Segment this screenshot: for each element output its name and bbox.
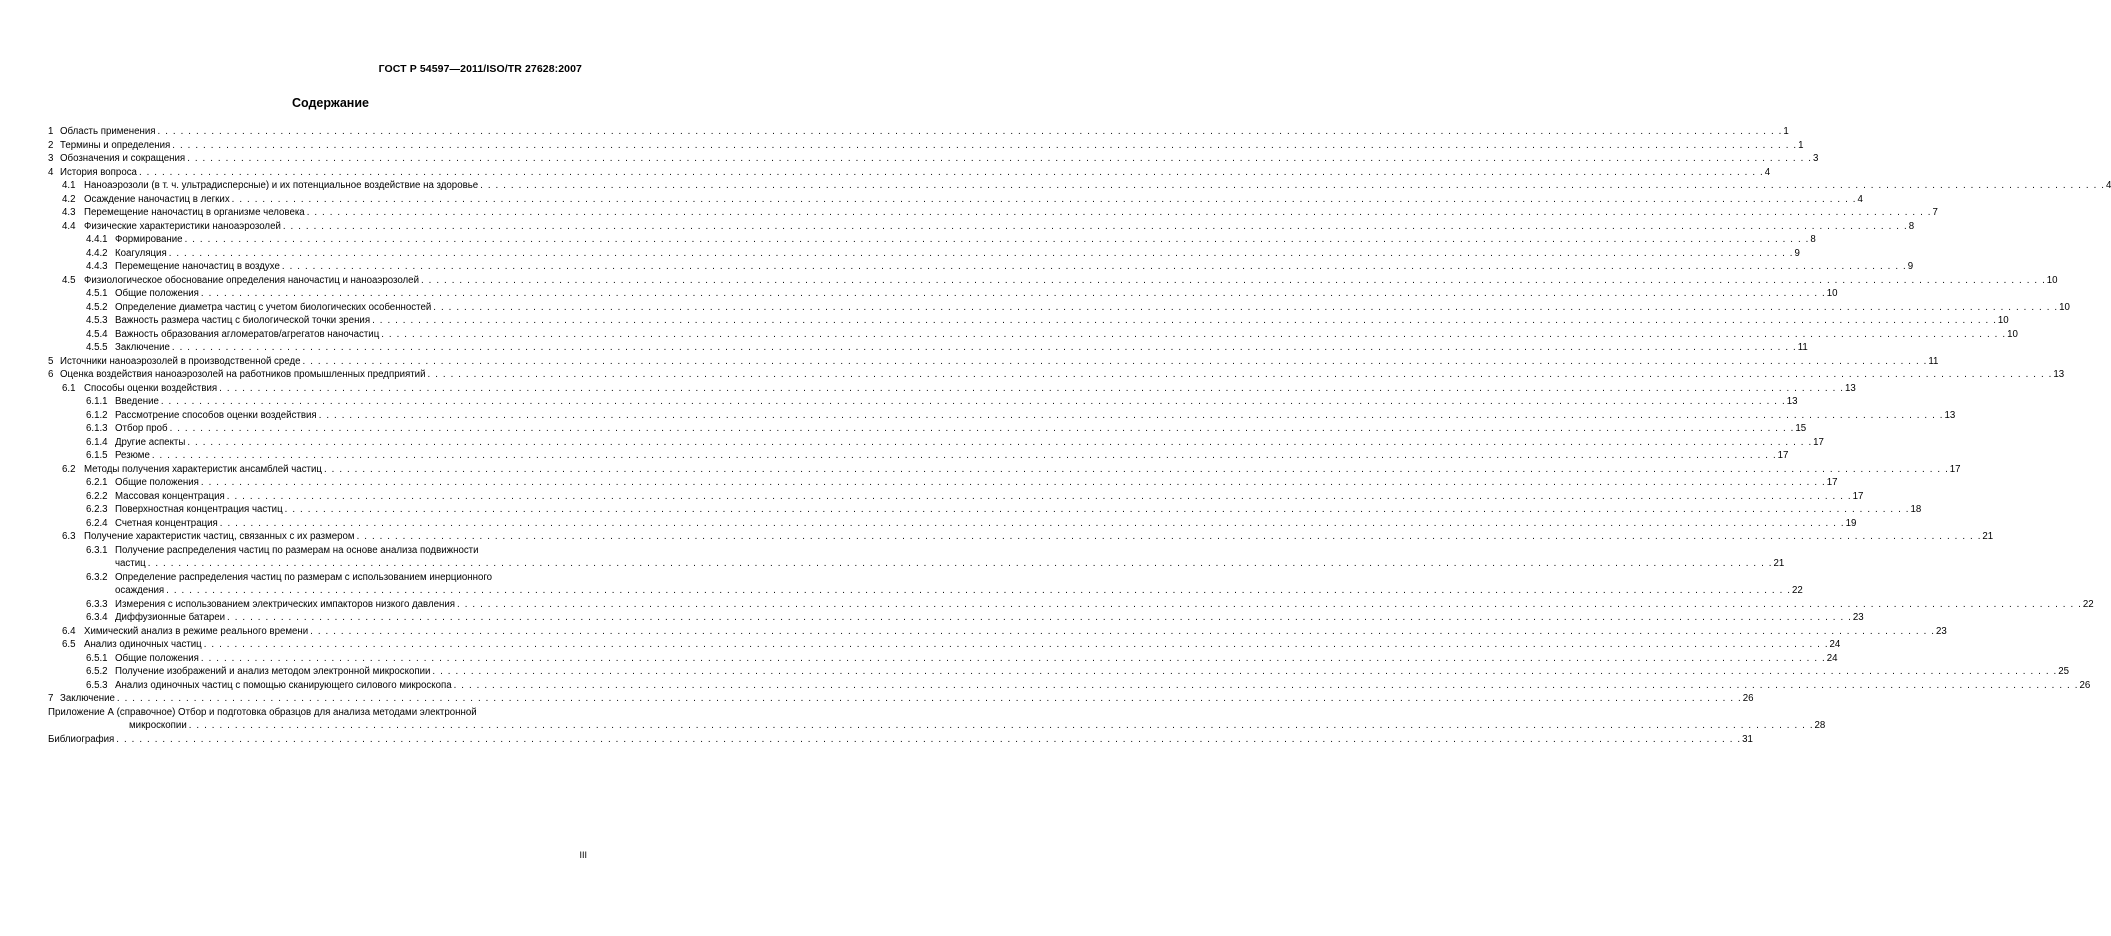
toc-entry-text: Общие положения bbox=[115, 652, 199, 664]
leader-dots bbox=[152, 449, 1776, 463]
toc-entry-number: 6.2.3 bbox=[86, 504, 108, 515]
leader-dots bbox=[166, 584, 1790, 598]
toc-entry[interactable] bbox=[48, 341, 1808, 355]
leader-dots bbox=[189, 719, 1813, 733]
toc-entry-line bbox=[86, 503, 1922, 517]
document-header: ГОСТ Р 54597—2011/ISO/TR 27628:2007 bbox=[378, 63, 582, 75]
toc-entry-text: Химический анализ в режиме реального времени bbox=[84, 625, 309, 637]
toc-entry-number: 5 bbox=[48, 355, 54, 367]
toc-entry-text: Оценка воздействия наноаэрозолей на работников промышленных предприятий bbox=[60, 369, 426, 380]
toc-entry-text: Физиологическое обоснование определения наночастиц и наноаэрозолей bbox=[84, 274, 419, 286]
toc-entry-page: 21 bbox=[1982, 531, 1994, 542]
toc-entry-page: 13 bbox=[2053, 369, 2065, 380]
toc-entry[interactable] bbox=[48, 544, 1785, 571]
toc-entry[interactable] bbox=[48, 328, 2018, 342]
toc-entry-line bbox=[48, 355, 1939, 369]
toc-entry[interactable] bbox=[48, 179, 2111, 193]
toc-entry[interactable] bbox=[48, 260, 1914, 274]
toc-entry-page: 17 bbox=[1949, 463, 1961, 475]
toc-entry-number: 4.5.3 bbox=[86, 315, 108, 326]
toc-entry-page: 13 bbox=[1944, 409, 1956, 421]
leader-dots bbox=[324, 463, 1948, 477]
toc-entry-text: Счетная концентрация bbox=[115, 517, 218, 529]
toc-entry[interactable] bbox=[48, 422, 1807, 436]
toc-entry-line bbox=[86, 598, 2094, 612]
toc-entry-page: 13 bbox=[1844, 382, 1856, 394]
leader-dots bbox=[454, 679, 2078, 693]
toc-entry-page: 11 bbox=[1797, 342, 1808, 353]
leader-dots bbox=[307, 206, 1931, 220]
toc-entry-line bbox=[86, 301, 2070, 315]
toc-entry-number: 6 bbox=[48, 369, 54, 380]
toc-entry-text: Приложение А (справочное) Отбор и подготовка образцов для анализа методами электронной bbox=[48, 706, 477, 718]
page-title: Содержание bbox=[291, 96, 369, 110]
toc-entry-line bbox=[86, 233, 1816, 247]
toc-entry-line bbox=[48, 368, 2065, 382]
toc-entry-page: 9 bbox=[1907, 261, 1914, 272]
toc-entry-text: Измерения с использованием электрических импакторов низкого давления bbox=[115, 598, 456, 610]
toc-entry-text: Методы получения характеристик ансамблей частиц bbox=[84, 463, 322, 475]
toc-entry-page: 7 bbox=[1932, 207, 1938, 218]
toc-entry-text: Важность размера частиц с биологической точки зрения bbox=[115, 315, 371, 326]
toc-entry-number: 4.4.3 bbox=[86, 261, 108, 272]
toc-entry-number: 6.1.3 bbox=[86, 423, 108, 434]
toc-entry-line bbox=[62, 274, 2058, 288]
leader-dots bbox=[303, 355, 1927, 369]
toc-entry-page: 10 bbox=[2007, 328, 2018, 340]
table-of-contents bbox=[48, 125, 2111, 746]
toc-entry-line bbox=[86, 449, 1789, 463]
toc-entry-text: Другие аспекты bbox=[115, 436, 186, 448]
toc-entry-text: Термины и определения bbox=[60, 139, 171, 151]
toc-entry[interactable] bbox=[48, 125, 1789, 139]
toc-entry[interactable] bbox=[48, 652, 1838, 666]
toc-entry-line bbox=[62, 625, 1947, 639]
toc-entry-text: Поверхностная концентрация частиц bbox=[115, 504, 283, 515]
toc-entry[interactable] bbox=[48, 314, 2009, 328]
leader-dots bbox=[232, 193, 1856, 207]
toc-entry-line bbox=[62, 463, 1961, 477]
toc-entry-text: Получение изображений и анализ методом электронной микроскопии bbox=[115, 666, 431, 677]
toc-entry-number: 4.5.5 bbox=[86, 342, 108, 353]
toc-entry-page: 10 bbox=[1997, 315, 2009, 326]
toc-entry[interactable] bbox=[48, 692, 1754, 706]
toc-entry-number: 4 bbox=[48, 166, 54, 178]
toc-entry-line bbox=[62, 206, 1938, 220]
leader-dots bbox=[148, 557, 1772, 571]
page-number: III bbox=[579, 850, 587, 860]
toc-entry-text: Анализ одиночных частиц bbox=[84, 639, 202, 650]
toc-entry[interactable] bbox=[48, 152, 1819, 166]
toc-entry-text: Наноаэрозоли (в т. ч. ультрадисперсные) и их потенциальное воздействие на здоровье bbox=[84, 180, 479, 191]
toc-entry-text-continued: осаждения bbox=[115, 585, 165, 596]
toc-entry-line bbox=[62, 220, 1915, 234]
leader-dots bbox=[185, 233, 1809, 247]
toc-entry-number: 6.3.3 bbox=[86, 598, 108, 610]
toc-entry-number: 6.2.2 bbox=[86, 490, 108, 502]
toc-entry-number: 4.4.1 bbox=[86, 234, 108, 245]
leader-dots bbox=[381, 328, 2005, 342]
toc-entry[interactable] bbox=[48, 490, 1864, 504]
toc-entries bbox=[48, 125, 2111, 706]
toc-entry-page: 8 bbox=[1810, 234, 1816, 245]
leader-dots bbox=[310, 625, 1934, 639]
leader-dots bbox=[319, 409, 1943, 423]
toc-entry[interactable] bbox=[48, 274, 2058, 288]
toc-entry-number: 6.5.3 bbox=[86, 679, 108, 691]
toc-entry-number: 6.1.5 bbox=[86, 450, 108, 461]
toc-entry-text: Формирование bbox=[115, 234, 183, 245]
toc-entry-appendix[interactable] bbox=[48, 706, 1826, 733]
leader-dots bbox=[117, 692, 1741, 706]
toc-entry-page: 17 bbox=[1826, 477, 1838, 488]
toc-entry-page: 1 bbox=[1798, 139, 1804, 151]
toc-entry-number: 6.1.1 bbox=[86, 396, 108, 407]
toc-entry-line bbox=[86, 679, 2091, 693]
toc-entry-text: Получение характеристик частиц, связанных с их размером bbox=[84, 531, 355, 542]
toc-entry-number: 6.3.2 bbox=[86, 571, 108, 583]
toc-entry-page: 10 bbox=[2059, 301, 2070, 313]
toc-entry[interactable] bbox=[48, 382, 1856, 396]
toc-entry-text: Заключение bbox=[115, 342, 170, 353]
toc-entry-line bbox=[86, 517, 1857, 531]
toc-entry[interactable] bbox=[48, 517, 1857, 531]
leader-dots bbox=[187, 152, 1811, 166]
leader-dots bbox=[421, 274, 2045, 288]
toc-entry[interactable] bbox=[48, 611, 1864, 625]
toc-entry-line bbox=[86, 652, 1838, 666]
toc-entry-number: 4.5 bbox=[62, 274, 76, 286]
toc-entry-page: 22 bbox=[1791, 585, 1803, 596]
toc-entry-text: Определение распределения частиц по размерам с использованием инерционного bbox=[115, 571, 493, 583]
toc-entry-page: 24 bbox=[1826, 652, 1838, 664]
toc-entry-line bbox=[86, 409, 1956, 423]
toc-entry-text: Перемещение наночастиц в организме человека bbox=[84, 207, 305, 218]
toc-entry-page: 22 bbox=[2082, 598, 2094, 610]
leader-dots bbox=[187, 436, 1811, 450]
leader-dots bbox=[170, 422, 1794, 436]
toc-entry-text: Резюме bbox=[115, 450, 150, 461]
toc-entry[interactable] bbox=[48, 463, 1961, 477]
toc-entry[interactable] bbox=[48, 301, 2070, 315]
toc-entry[interactable] bbox=[48, 287, 1838, 301]
toc-entry-page: 17 bbox=[1852, 490, 1864, 502]
toc-entry-line bbox=[86, 314, 2009, 328]
toc-entry-page: 4 bbox=[1764, 166, 1771, 178]
toc-entry-number: 6.3.4 bbox=[86, 612, 108, 623]
leader-dots bbox=[172, 139, 1796, 153]
toc-entry[interactable] bbox=[48, 368, 2065, 382]
toc-entry[interactable] bbox=[48, 679, 2091, 693]
toc-entry[interactable] bbox=[48, 355, 1939, 369]
toc-entry[interactable] bbox=[48, 193, 1863, 207]
toc-entry-line bbox=[86, 341, 1808, 355]
toc-entry-line bbox=[48, 139, 1804, 153]
leader-dots bbox=[357, 530, 1981, 544]
toc-entry-number: 6.1.2 bbox=[86, 409, 108, 421]
leader-dots bbox=[283, 220, 1907, 234]
leader-dots bbox=[204, 638, 1828, 652]
toc-entry-line bbox=[48, 166, 1771, 180]
toc-entry[interactable] bbox=[48, 395, 1798, 409]
toc-entry-line bbox=[48, 152, 1819, 166]
leader-dots bbox=[169, 247, 1793, 261]
toc-entry-page: 10 bbox=[1826, 288, 1838, 299]
leader-dots bbox=[139, 166, 1763, 180]
toc-entry-page: 17 bbox=[1813, 436, 1824, 448]
toc-entry-page: 13 bbox=[1786, 396, 1798, 407]
toc-entry-line bbox=[62, 179, 2111, 193]
toc-entry-line bbox=[62, 382, 1856, 396]
toc-entry-text-continued: микроскопии bbox=[129, 720, 187, 731]
toc-entry-page: 26 bbox=[1742, 693, 1754, 704]
toc-entry-page: 10 bbox=[2046, 274, 2058, 286]
toc-entry-number: 4.1 bbox=[62, 180, 76, 191]
toc-entry[interactable] bbox=[48, 233, 1816, 247]
toc-entry-line bbox=[48, 125, 1789, 139]
leader-dots bbox=[158, 125, 1782, 139]
toc-entry[interactable] bbox=[48, 436, 1824, 450]
toc-entry-page: 23 bbox=[1852, 612, 1864, 623]
leader-dots bbox=[201, 287, 1825, 301]
leader-dots bbox=[457, 598, 2081, 612]
toc-entry-line bbox=[86, 328, 2018, 342]
toc-entry-text: Перемещение наночастиц в воздухе bbox=[115, 261, 280, 272]
toc-entry-number: 6.2 bbox=[62, 463, 76, 475]
toc-entry-line bbox=[48, 692, 1754, 706]
toc-entry-line bbox=[86, 287, 1838, 301]
toc-entry-number: 2 bbox=[48, 139, 54, 151]
toc-entry-text: Массовая концентрация bbox=[115, 490, 225, 502]
toc-entry-page: 4 bbox=[2105, 180, 2111, 191]
toc-entry-text-continued: частиц bbox=[115, 558, 146, 569]
leader-dots bbox=[227, 490, 1851, 504]
leader-dots bbox=[220, 517, 1844, 531]
toc-entry-text: Способы оценки воздействия bbox=[84, 382, 218, 394]
leader-dots bbox=[172, 341, 1796, 355]
toc-entry-page: 15 bbox=[1795, 423, 1807, 434]
toc-entry-page: 21 bbox=[1773, 558, 1785, 569]
toc-entry-number: 6.3.1 bbox=[86, 544, 108, 556]
toc-entry-number: 4.5.4 bbox=[86, 328, 108, 340]
toc-entry[interactable] bbox=[48, 247, 1800, 261]
leader-dots bbox=[285, 503, 1909, 517]
toc-entry-text: Введение bbox=[115, 396, 159, 407]
toc-entry-number: 3 bbox=[48, 153, 54, 164]
toc-entry-number: 6.1.4 bbox=[86, 436, 108, 448]
toc-entry[interactable] bbox=[48, 166, 1771, 180]
toc-entry-line bbox=[86, 395, 1798, 409]
toc-entry-line bbox=[86, 436, 1824, 450]
toc-entry[interactable] bbox=[48, 206, 1938, 220]
toc-entry-number: 4.2 bbox=[62, 193, 76, 205]
toc-entry-number: 4.5.1 bbox=[86, 288, 108, 299]
leader-dots bbox=[116, 733, 1740, 747]
toc-entry-line bbox=[86, 611, 1864, 625]
toc-entry-text: Область применения bbox=[60, 126, 156, 137]
toc-entry-text: Определение диаметра частиц с учетом биологических особенностей bbox=[115, 301, 432, 313]
leader-dots bbox=[433, 301, 2057, 315]
toc-entry-page: 18 bbox=[1910, 504, 1922, 515]
toc-entry-text: Анализ одиночных частиц с помощью сканирующего силового микроскопа bbox=[115, 679, 452, 691]
toc-entry-number: 6.2.4 bbox=[86, 517, 108, 529]
toc-entry-text: Физические характеристики наноаэрозолей bbox=[84, 220, 281, 232]
toc-entry-text: История вопроса bbox=[60, 166, 137, 178]
toc-entry-number: 7 bbox=[48, 693, 54, 704]
toc-entry[interactable] bbox=[48, 220, 1915, 234]
toc-entry[interactable] bbox=[48, 530, 1994, 544]
toc-entry-text: Общие положения bbox=[115, 288, 199, 299]
leader-dots bbox=[201, 476, 1825, 490]
toc-entry-line bbox=[62, 638, 1841, 652]
toc-entry-text: Важность образования агломератов/агрегатов наночастиц bbox=[115, 328, 380, 340]
toc-entry-page: 28 bbox=[1814, 720, 1826, 731]
toc-entry[interactable] bbox=[48, 409, 1956, 423]
leader-dots bbox=[219, 382, 1843, 396]
toc-entry-page: 25 bbox=[2058, 666, 2069, 677]
toc-entry-page: 11 bbox=[1928, 355, 1939, 367]
toc-entry[interactable] bbox=[48, 571, 1803, 598]
toc-entry-page: 23 bbox=[1935, 625, 1947, 637]
toc-entry-line bbox=[86, 665, 2069, 679]
toc-entry-page: 9 bbox=[1794, 247, 1800, 259]
toc-entry-line bbox=[86, 422, 1807, 436]
toc-entry-line bbox=[62, 193, 1863, 207]
toc-entry-number: 4.3 bbox=[62, 207, 76, 218]
leader-dots bbox=[201, 652, 1825, 666]
toc-entry-number: 6.4 bbox=[62, 625, 76, 637]
toc-entry-bibliography[interactable] bbox=[48, 733, 1753, 747]
toc-entry-text: Диффузионные батареи bbox=[115, 612, 226, 623]
toc-entry-text: Осаждение наночастиц в легких bbox=[84, 193, 230, 205]
toc-entry-line bbox=[86, 584, 1803, 598]
toc-entry-page: 8 bbox=[1908, 220, 1915, 232]
toc-entry-page: 1 bbox=[1783, 126, 1789, 137]
toc-entry-line bbox=[86, 247, 1800, 261]
toc-entry-page: 17 bbox=[1777, 450, 1789, 461]
toc-entry[interactable] bbox=[48, 665, 2069, 679]
leader-dots bbox=[282, 260, 1906, 274]
toc-entry[interactable] bbox=[48, 139, 1804, 153]
toc-entry-line bbox=[86, 544, 582, 558]
toc-entry-line bbox=[86, 557, 1785, 571]
toc-entry-number: 4.4.2 bbox=[86, 247, 108, 259]
toc-entry-text: Обозначения и сокращения bbox=[60, 153, 186, 164]
toc-entry-number: 6.5.2 bbox=[86, 666, 108, 677]
toc-entry-line bbox=[86, 490, 1864, 504]
toc-entry-text: Получение распределения частиц по размерам на основе анализа подвижности bbox=[115, 544, 479, 556]
toc-entry-line bbox=[86, 260, 1914, 274]
toc-entry-text: Общие положения bbox=[115, 477, 199, 488]
toc-entry[interactable] bbox=[48, 449, 1789, 463]
toc-entry-page: 24 bbox=[1829, 639, 1841, 650]
toc-entry-number: 6.5 bbox=[62, 639, 76, 650]
toc-entry[interactable] bbox=[48, 503, 1922, 517]
toc-entry-text: Коагуляция bbox=[115, 247, 167, 259]
toc-entry-page: 3 bbox=[1813, 153, 1819, 164]
leader-dots bbox=[432, 665, 2056, 679]
leader-dots bbox=[372, 314, 1996, 328]
toc-entry-number: 6.5.1 bbox=[86, 652, 108, 664]
toc-entry-page: 4 bbox=[1857, 193, 1863, 205]
toc-entry-number: 4.5.2 bbox=[86, 301, 108, 313]
toc-entry-number: 1 bbox=[48, 126, 54, 137]
toc-entry-number: 6.1 bbox=[62, 382, 76, 394]
toc-entry-line bbox=[86, 571, 582, 585]
toc-entry-line bbox=[62, 530, 1994, 544]
toc-entry-text: Заключение bbox=[60, 693, 115, 704]
leader-dots bbox=[161, 395, 1785, 409]
toc-entry[interactable] bbox=[48, 598, 2094, 612]
toc-entry-text: Рассмотрение способов оценки воздействия bbox=[115, 409, 317, 421]
toc-entry[interactable] bbox=[48, 625, 1947, 639]
toc-entry-text: Библиография bbox=[48, 733, 115, 745]
toc-entry-number: 6.2.1 bbox=[86, 477, 108, 488]
toc-entry-text: Отбор проб bbox=[115, 423, 168, 434]
toc-entry-page: 19 bbox=[1845, 517, 1857, 529]
leader-dots bbox=[227, 611, 1851, 625]
toc-entry-page: 26 bbox=[2079, 679, 2091, 691]
toc-entry[interactable] bbox=[48, 638, 1841, 652]
toc-entry[interactable] bbox=[48, 476, 1838, 490]
toc-entry-page: 31 bbox=[1742, 733, 1753, 745]
leader-dots bbox=[480, 179, 2104, 193]
toc-entry-line bbox=[86, 476, 1838, 490]
leader-dots bbox=[428, 368, 2052, 382]
toc-entry-text: Источники наноаэрозолей в производственной среде bbox=[60, 355, 301, 367]
toc-entry-number: 6.3 bbox=[62, 531, 76, 542]
toc-entry-number: 4.4 bbox=[62, 220, 76, 232]
